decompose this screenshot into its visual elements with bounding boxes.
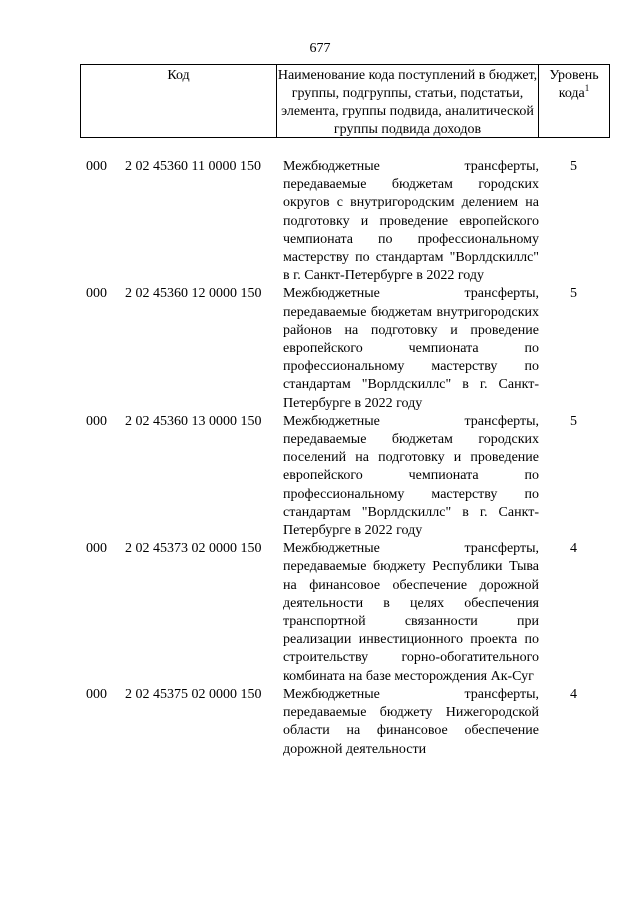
header-code: Код xyxy=(81,65,277,137)
table-row xyxy=(0,413,640,540)
row-admin-code: 000 xyxy=(86,159,107,174)
row-income-code: 2 02 45375 02 0000 150 xyxy=(125,686,262,702)
row-description: Межбюджетные трансферты, передаваемые бюджетам внутригородских районов на подготовку и проведение европейского чемпионата по профессиональному мастерству по стандартам "Ворлдскиллс" в г. Санкт-Петербурге в 2022 году xyxy=(283,286,539,411)
table-row xyxy=(0,285,640,412)
table-header xyxy=(80,64,610,138)
row-income-code: 2 02 45360 13 0000 150 xyxy=(125,413,262,429)
row-level: 4 xyxy=(570,686,577,702)
header-level-label: Уровень кода xyxy=(549,68,599,101)
table-row xyxy=(0,540,640,686)
row-description: Межбюджетные трансферты, передаваемые бюджету Нижегородской области на финансовое обеспечение дорожной деятельности xyxy=(283,686,539,757)
header-level xyxy=(539,65,609,137)
page-number: 677 xyxy=(309,41,331,56)
row-income-code: 2 02 45360 11 0000 150 xyxy=(125,159,261,174)
row-income-code: 2 02 45373 02 0000 150 xyxy=(125,541,262,557)
row-admin-code: 000 xyxy=(86,686,107,702)
row-income-code: 2 02 45360 12 0000 150 xyxy=(125,286,262,302)
row-admin-code: 000 xyxy=(86,413,107,429)
row-level: 5 xyxy=(570,159,577,174)
table-body xyxy=(0,158,640,759)
row-admin-code: 000 xyxy=(86,286,107,302)
row-level: 5 xyxy=(570,413,577,429)
row-level: 5 xyxy=(570,286,577,302)
header-level-footnote: 1 xyxy=(584,83,590,93)
table-row xyxy=(0,686,640,759)
row-description: Межбюджетные трансферты, передаваемые бюджетам городских поселений на подготовку и проведение европейского чемпионата по профессиональному мастерству по стандартам "Ворлдскиллс" в г. Санкт-Петербурге в 2022 году xyxy=(283,413,539,539)
header-name: Наименование кода поступлений в бюджет, группы, подгруппы, статьи, подстатьи, элемента, группы подвида, аналитической группы подвида доходов xyxy=(277,65,539,137)
row-description: Межбюджетные трансферты, передаваемые бюджетам городских округов с внутригородским делением на подготовку и проведение европейского чемпионата по профессиональному мастерству по стандартам "Ворлдскиллс" в г. Санкт-Петербурге в 2022 году xyxy=(283,159,539,284)
row-description: Межбюджетные трансферты, передаваемые бюджету Республики Тыва на финансовое обеспечение дорожной деятельности в целях обеспечения транспортной связанности при реализации инвестиционного проекта по строительству горно-обогатительного комбината на базе месторождения Ак-Суг xyxy=(283,541,539,684)
row-admin-code: 000 xyxy=(86,541,107,557)
row-level: 4 xyxy=(570,541,577,557)
table-row xyxy=(0,158,640,285)
